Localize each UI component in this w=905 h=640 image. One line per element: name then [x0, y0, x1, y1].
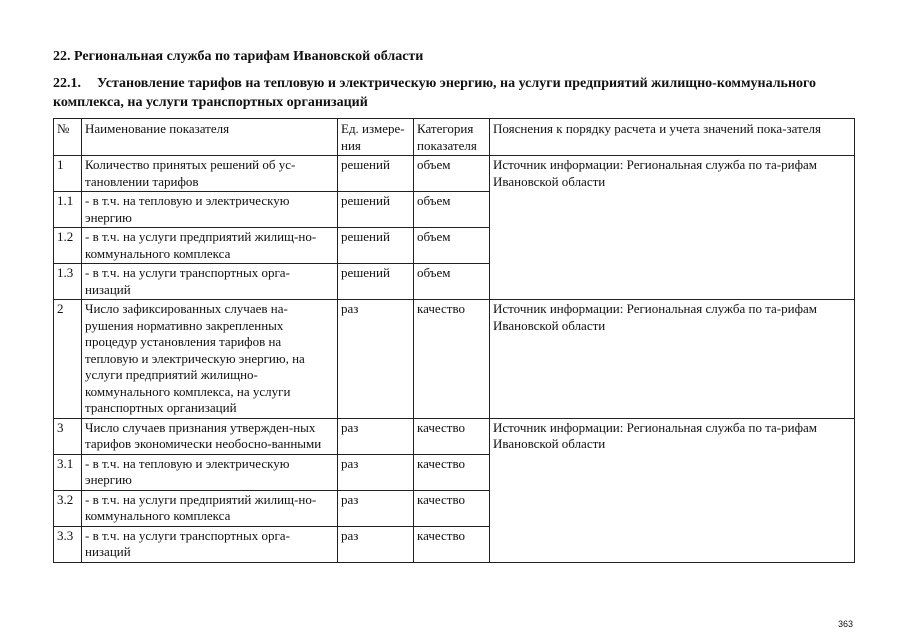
row-unit: решений — [338, 156, 414, 192]
table-row — [54, 300, 855, 419]
row-num: 1.2 — [54, 228, 82, 264]
row-num: 1.1 — [54, 192, 82, 228]
row-name: - в т.ч. на тепловую и электрическую энергию — [82, 454, 338, 490]
section-title: 22. Региональная служба по тарифам Ивановской области — [53, 49, 424, 64]
row-name: Число зафиксированных случаев на-рушения нормативно закрепленных процедур установления тарифов на тепловую и электрическую энергию, на услуги предприятий жилищно-коммунального комплекса, на услуги транспортных организаций — [82, 300, 338, 419]
row-notes: Источник информации: Региональная служба по та-рифам Ивановской области — [490, 156, 855, 300]
row-category: качество — [414, 300, 490, 419]
row-num: 1.3 — [54, 264, 82, 300]
table-header-row — [54, 119, 855, 156]
row-category: объем — [414, 156, 490, 192]
row-name: Число случаев признания утвержден-ных тарифов экономически необосно-ванными — [82, 418, 338, 454]
indicators-table — [53, 118, 855, 563]
row-unit: решений — [338, 228, 414, 264]
row-unit: решений — [338, 264, 414, 300]
row-num: 1 — [54, 156, 82, 192]
table-row — [54, 156, 855, 192]
row-num: 3.2 — [54, 490, 82, 526]
row-category: качество — [414, 526, 490, 562]
page-number: 363 — [837, 619, 853, 629]
row-name: - в т.ч. на услуги предприятий жилищ-но-коммунального комплекса — [82, 490, 338, 526]
header-unit: Ед. измере-ния — [338, 119, 414, 156]
table-row — [54, 418, 855, 454]
row-num: 3.1 — [54, 454, 82, 490]
subsection-title: Установление тарифов на тепловую и электрическую энергию, на услуги предприятий жилищно-коммунального комплекса, на услуги транспортных организаций — [53, 76, 817, 110]
row-unit: раз — [338, 490, 414, 526]
row-name: Количество принятых решений об ус-тановлении тарифов — [82, 156, 338, 192]
row-category: качество — [414, 454, 490, 490]
row-category: объем — [414, 264, 490, 300]
row-category: качество — [414, 490, 490, 526]
header-num: № — [54, 119, 82, 156]
row-category: объем — [414, 228, 490, 264]
row-unit: раз — [338, 300, 414, 419]
row-unit: раз — [338, 526, 414, 562]
row-unit: раз — [338, 418, 414, 454]
row-notes: Источник информации: Региональная служба по та-рифам Ивановской области — [490, 418, 855, 562]
header-category: Категория показателя — [414, 119, 490, 156]
row-num: 2 — [54, 300, 82, 419]
subsection-number: 22.1. — [53, 76, 81, 91]
row-name: - в т.ч. на тепловую и электрическую энергию — [82, 192, 338, 228]
header-name: Наименование показателя — [82, 119, 338, 156]
subsection-heading — [53, 74, 853, 112]
row-unit: раз — [338, 454, 414, 490]
row-category: объем — [414, 192, 490, 228]
row-name: - в т.ч. на услуги предприятий жилищ-но-коммунального комплекса — [82, 228, 338, 264]
row-notes: Источник информации: Региональная служба по та-рифам Ивановской области — [490, 300, 855, 419]
row-num: 3.3 — [54, 526, 82, 562]
row-name: - в т.ч. на услуги транспортных орга-низаций — [82, 526, 338, 562]
row-name: - в т.ч. на услуги транспортных орга-низаций — [82, 264, 338, 300]
row-num: 3 — [54, 418, 82, 454]
row-category: качество — [414, 418, 490, 454]
row-unit: решений — [338, 192, 414, 228]
header-notes: Пояснения к порядку расчета и учета значений пока-зателя — [490, 119, 855, 156]
